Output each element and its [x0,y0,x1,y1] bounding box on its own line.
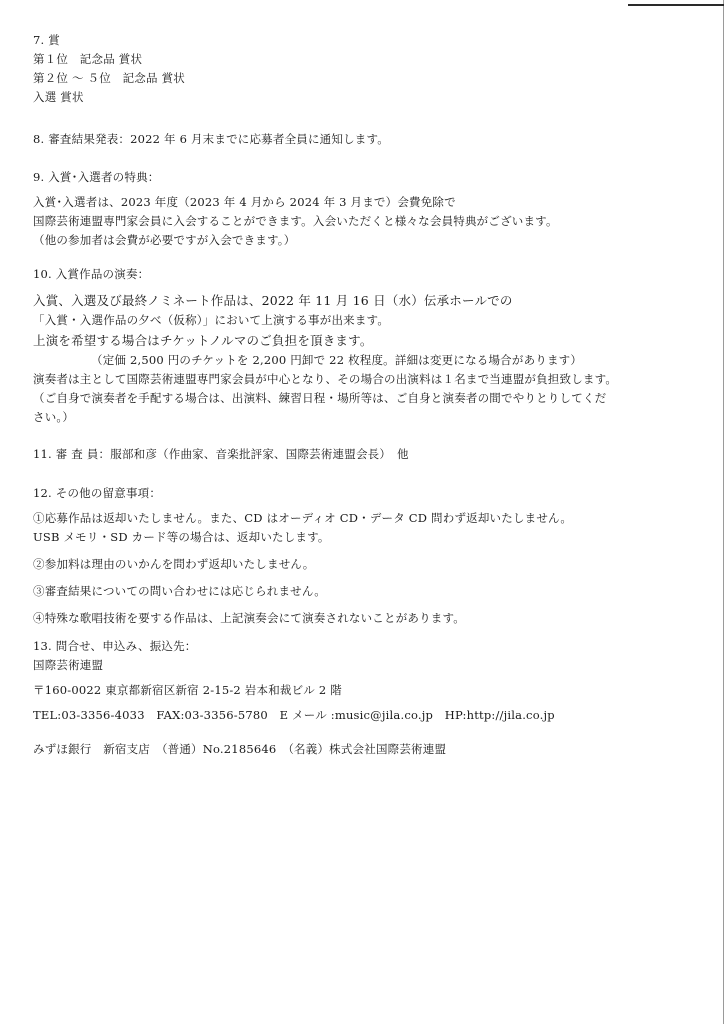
contact-details: TEL:03-3356-4033 FAX:03-3356-5780 E メール :music@jila.co.jp HP:http://jila.co.jp [33,708,555,722]
section-results-announcement [33,130,693,149]
note-item: USB メモリ・SD カード等の場合は、返却いたします。 [33,530,330,544]
section-judges [33,445,693,464]
paragraph-line: 「入賞・入選作品の夕べ（仮称）」において上演する事が出来ます。 [33,313,390,327]
bank-account-line: みずほ銀行 新宿支店 （普通）No.2185646 （名義）株式会社国際芸術連盟 [33,742,447,756]
section-winner-benefits [33,168,693,250]
paragraph-line: 国際芸術連盟専門家会員に入会することができます。入会いただくと様々な会員特典がございます。 [33,214,558,228]
paragraph-line: （ご自身で演奏者を手配する場合は、出演料、練習日程・場所等は、ご自身と演奏者の間でやりとりしてくだ [33,391,607,405]
paragraph-line: さい。） [33,410,75,424]
section-heading: 9. 入賞･入選者の特典： [33,170,160,184]
section-heading: 13. 問合せ、申込み、振込先： [33,639,197,653]
bank-transfer-info [33,740,693,759]
prize-line: 入選 賞状 [33,90,84,104]
note-item: ③審査結果についての問い合わせには応じられません。 [33,584,326,598]
section-heading: 11. 審 査 員：服部和彦（作曲家、音楽批評家、国際芸術連盟会長） 他 [33,447,409,461]
paragraph-line: 上演を希望する場合はチケットノルマのご負担を頂きます。 [33,333,373,348]
organization-name: 国際芸術連盟 [33,658,104,672]
paragraph-line: 演奏者は主として国際芸術連盟専門家会員が中心となり、その場合の出演料は１名まで当連盟が負担致します。 [33,372,618,386]
prize-line: 第２位 ～ ５位 記念品 賞状 [33,71,185,85]
paragraph-line: 入賞･入選者は、2023 年度（2023 年 4 月から 2024 年 3 月まで）会費免除で [33,195,456,209]
section-heading: 12. その他の留意事項： [33,486,162,500]
section-heading: 8. 審査結果発表：2022 年 6 月末までに応募者全員に通知します。 [33,132,389,146]
paragraph-line: （定価 2,500 円のチケットを 2,200 円卸で 22 枚程度。詳細は変更になる場合があります） [91,353,583,367]
section-heading: 10. 入賞作品の演奏： [33,267,150,281]
prize-line: 第１位 記念品 賞状 [33,52,143,66]
paragraph-line: （他の参加者は会費が必要ですが入会できます。） [33,233,296,247]
paragraph-line: 入賞、入選及び最終ノミネート作品は、2022 年 11 月 16 日（水）伝承ホールでの [33,293,513,308]
scan-corner-mark [628,4,724,6]
section-notes [33,484,693,628]
note-item: ①応募作品は返却いたしません。また、CD はオーディオ CD・データ CD 問わず返却いたしません。 [33,511,573,525]
section-heading: 7. 賞 [33,33,60,47]
section-performance [33,265,693,427]
note-item: ④特殊な歌唱技術を要する作品は、上記演奏会にて演奏されないことがあります。 [33,611,465,625]
section-prizes [33,31,693,107]
postal-address: 〒160-0022 東京都新宿区新宿 2-15-2 岩本和裁ビル 2 階 [33,683,342,697]
note-item: ②参加料は理由のいかんを問わず返却いたしません。 [33,557,315,571]
section-contact [33,637,693,725]
